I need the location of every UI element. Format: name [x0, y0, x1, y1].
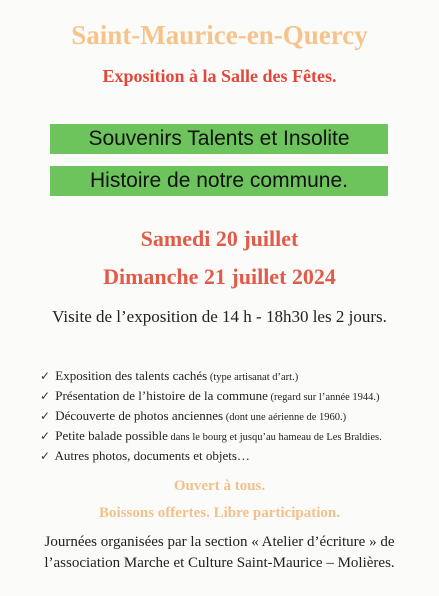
list-item: [40, 406, 435, 426]
list-item-text: Petite balade possible: [55, 428, 168, 443]
banner-line-1: Souvenirs Talents et Insolite: [50, 124, 388, 154]
check-icon: ✓: [40, 429, 51, 443]
poster-title: Saint-Maurice-en-Quercy: [71, 20, 368, 50]
list-item-note: (type artisanat d’art.): [207, 372, 299, 383]
list-item-text: Présentation de l’histoire de la commune: [55, 388, 268, 403]
check-icon: ✓: [40, 389, 51, 403]
check-icon: ✓: [40, 409, 51, 423]
list-item-note: dans le bourg et jusqu’au hameau de Les Braldies.: [167, 432, 382, 443]
list-item: [40, 386, 435, 406]
list-item-text: Exposition des talents cachés: [55, 368, 208, 383]
list-item-note: (regard sur l’année 1944.): [267, 392, 380, 403]
list-item: [40, 446, 435, 466]
visit-hours: Visite de l’exposition de 14 h - 18h30 les 2 jours.: [52, 307, 387, 326]
list-item-note: (dont une aérienne de 1960.): [223, 412, 347, 423]
poster-subtitle: Exposition à la Salle des Fêtes.: [102, 66, 337, 86]
list-item: [40, 426, 435, 446]
check-icon: ✓: [40, 449, 51, 463]
list-item: [40, 366, 435, 386]
check-icon: ✓: [40, 369, 51, 383]
date-sunday: Dimanche 21 juillet 2024: [103, 264, 336, 289]
list-item-text: Découverte de photos anciennes: [55, 408, 224, 423]
date-saturday: Samedi 20 juillet: [140, 226, 299, 251]
banner-line-2: Histoire de notre commune.: [50, 166, 388, 196]
organizer-line-1: Journées organisées par la section « Atelier d’écriture » de: [44, 534, 395, 550]
organizer-line-2: l’association Marche et Culture Saint-Maurice – Molières.: [44, 555, 395, 571]
open-to-all: Ouvert à tous.: [173, 478, 266, 494]
feature-list: [40, 366, 435, 466]
drinks-offered: Boissons offertes. Libre participation.: [99, 505, 340, 521]
list-item-text: Autres photos, documents et objets…: [54, 448, 250, 463]
